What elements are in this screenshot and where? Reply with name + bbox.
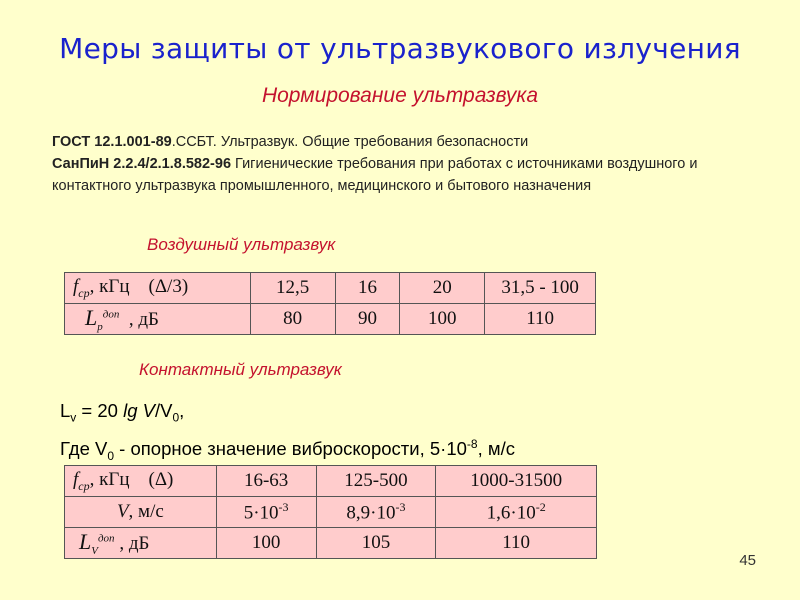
slide-subtitle: Нормирование ультразвука: [261, 84, 539, 107]
L-subscript: р: [97, 320, 103, 333]
L-superscript: доп: [102, 308, 120, 321]
table-cell: 105: [316, 528, 436, 559]
formula-lg: lg V: [123, 400, 155, 421]
f-symbol: f: [73, 468, 79, 490]
f-subscript: ср: [78, 478, 90, 493]
explanation-sub0: 0: [107, 448, 115, 463]
table-cell: 125-500: [316, 466, 436, 497]
table-cell: 1000-31500: [436, 466, 597, 497]
formula-sub0: 0: [172, 410, 180, 425]
f-subscript: ср: [78, 285, 90, 300]
freq-delta: (Δ): [148, 468, 174, 490]
f-symbol: f: [73, 275, 79, 297]
freq-delta: (Δ/3): [148, 275, 189, 297]
L-subscript: V: [91, 544, 98, 557]
formula-slash: /V: [155, 400, 173, 421]
L-symbol: L: [85, 305, 98, 331]
level-unit: , дБ: [119, 533, 150, 555]
freq-unit: , кГц: [89, 468, 130, 490]
table-cell: 16: [335, 273, 400, 304]
table-cell: 90: [335, 304, 400, 335]
formula-L: L: [60, 400, 71, 421]
table-row: [65, 273, 596, 304]
explanation-exp: -8: [466, 436, 478, 451]
sanpin-line: [52, 153, 772, 197]
value-exp: -3: [395, 499, 406, 514]
level-header-cell: [65, 528, 217, 559]
air-ultrasound-heading: Воздушный ультразвук: [147, 235, 336, 254]
freq-unit: , кГц: [89, 275, 130, 297]
formula-comma: ,: [179, 400, 185, 421]
page-number: 45: [739, 552, 756, 569]
standards-paragraph: [52, 131, 772, 197]
sanpin-code: СанПиН 2.2.4/2.1.8.582-96: [52, 156, 232, 172]
table-cell: 100: [216, 528, 316, 559]
table-cell: 20: [400, 273, 485, 304]
gost-text: .ССБТ. Ультразвук. Общие требования безопасности: [171, 134, 529, 150]
table-cell: 100: [400, 304, 485, 335]
velocity-header-cell: [65, 497, 217, 528]
table-row: [65, 304, 596, 335]
freq-header-cell: [65, 273, 251, 304]
L-symbol: L: [79, 529, 92, 555]
explanation-unit: , м/с: [477, 437, 515, 459]
formula-line: [60, 398, 515, 431]
value-exp: -3: [278, 499, 289, 514]
freq-header-cell: [65, 466, 217, 497]
contact-formula: [60, 398, 515, 469]
table-cell: 12,5: [250, 273, 335, 304]
table-cell: [436, 497, 597, 528]
value-base: 8,9·10: [346, 502, 396, 524]
value-base: 5·10: [243, 502, 279, 524]
table-cell: 110: [485, 304, 596, 335]
value-base: 1,6·10: [486, 502, 536, 524]
table-cell: 31,5 - 100: [485, 273, 596, 304]
gost-line: [52, 131, 772, 153]
contact-ultrasound-heading: Контактный ультразвук: [139, 360, 342, 379]
table-cell: 16-63: [216, 466, 316, 497]
table-row: [65, 528, 597, 559]
L-superscript: доп: [97, 532, 115, 545]
V-symbol: V: [116, 501, 129, 522]
formula-explanation: [60, 431, 515, 469]
table-row: [65, 497, 597, 528]
gost-code: ГОСТ 12.1.001-89: [52, 134, 172, 150]
slide-title: Меры защиты от ультразвукового излучения: [59, 32, 741, 65]
air-ultrasound-table: [64, 272, 596, 335]
formula-L-sub: v: [70, 410, 77, 425]
explanation-text: - опорное значение виброскорости, 5·10: [114, 437, 467, 459]
level-header-cell: [65, 304, 251, 335]
table-cell: 110: [436, 528, 597, 559]
table-cell: 80: [250, 304, 335, 335]
value-exp: -2: [535, 499, 546, 514]
velocity-unit: , м/с: [128, 501, 164, 522]
level-unit: , дБ: [128, 309, 159, 331]
sanpin-text: Гигиенические требования при работах с источниками воздушного и контактного ультразвука промышленного, медицинского и бытового назначения: [52, 156, 698, 194]
table-cell: [216, 497, 316, 528]
table-cell: [316, 497, 436, 528]
formula-eq: = 20: [76, 400, 124, 421]
contact-ultrasound-table: [64, 465, 597, 559]
explanation-prefix: Где V: [60, 437, 108, 459]
table-row: [65, 466, 597, 497]
